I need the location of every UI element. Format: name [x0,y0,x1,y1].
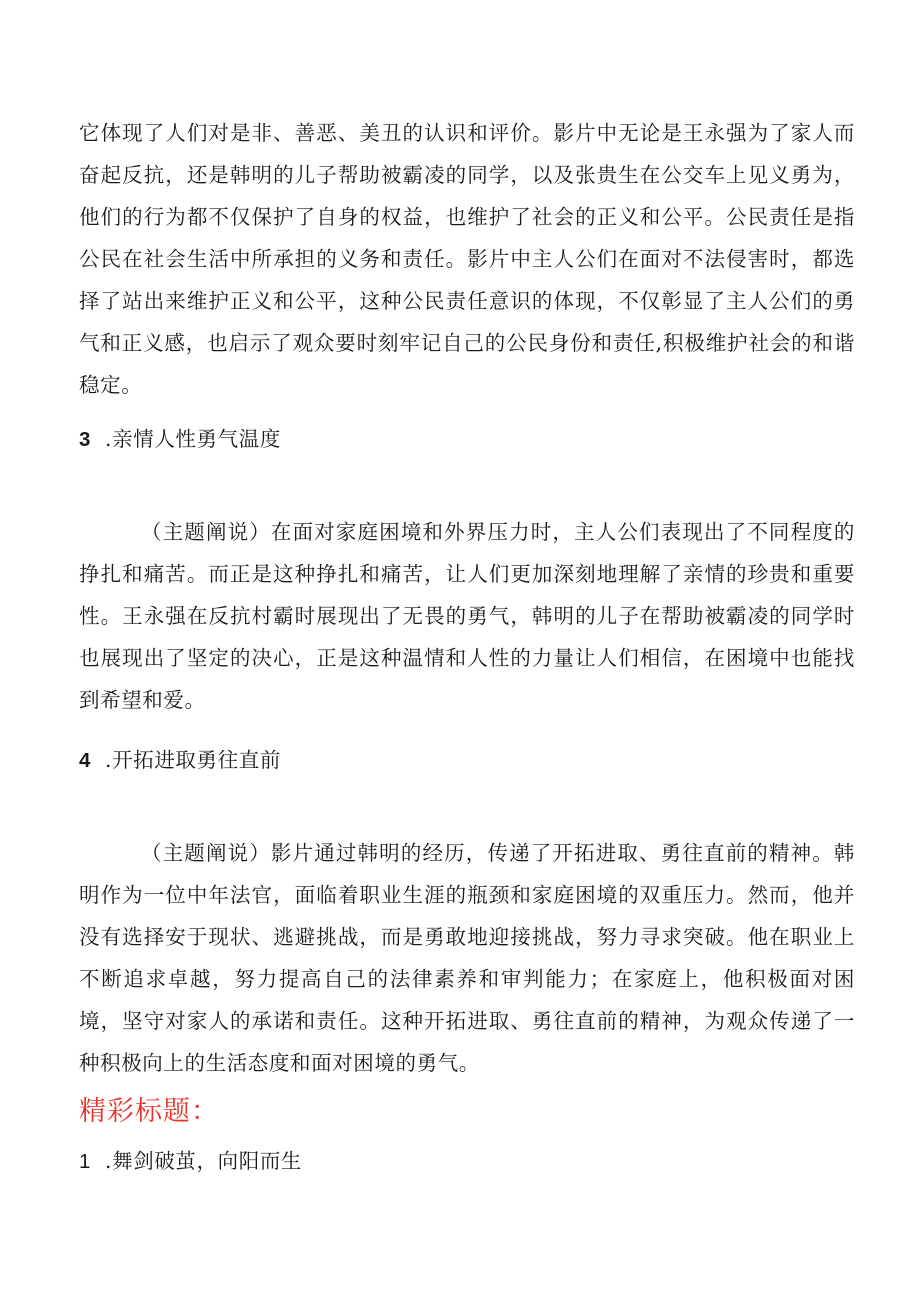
document-page [79,112,855,1177]
section-heading-3 [79,424,855,455]
section-4-paragraph: （主题阐说）影片通过韩明的经历，传递了开拓进取、勇往直前的精神。韩明作为一位中年法官，面临着职业生涯的瓶颈和家庭困境的双重压力。然而，他并没有选择安于现状、逃避挑战，而是勇敢地迎接挑战，努力寻求突破。他在职业上不断追求卓越，努力提高自己的法律素养和审判能力；在家庭上，他积极面对困境，坚守对家人的承诺和责任。这种开拓进取、勇往直前的精神，为观众传递了一种积极向上的生活态度和面对困境的勇气。 [79,841,855,1075]
section-title: .开拓进取勇往直前 [105,748,281,772]
title-list-item [79,1146,855,1177]
section-heading-4 [79,745,855,776]
section-title: .亲情人性勇气温度 [105,427,281,451]
section-3-paragraph: （主题阐说）在面对家庭困境和外界压力时，主人公们表现出了不同程度的挣扎和痛苦。而正是这种挣扎和痛苦，让人们更加深刻地理解了亲情的珍贵和重要性。王永强在反抗村霸时展现出了无畏的勇气，韩明的儿子在帮助被霸凌的同学时也展现出了坚定的决心，正是这种温情和人性的力量让人们相信，在困境中也能找到希望和爱。 [79,520,855,712]
title-item-number: 1 [79,1150,92,1173]
body-paragraph: 它体现了人们对是非、善恶、美丑的认识和评价。影片中无论是王永强为了家人而奋起反抗，还是韩明的儿子帮助被霸凌的同学，以及张贵生在公交车上见义勇为，他们的行为都不仅保护了自身的权益，也维护了社会的正义和公平。公民责任是指公民在社会生活中所承担的义务和责任。影片中主人公们在面对不法侵害时，都选择了站出来维护正义和公平，这种公民责任意识的体现，不仅彰显了主人公们的勇气和正义感，也启示了观众要时刻牢记自己的公民身份和责任,积极维护社会的和谐稳定。 [79,121,855,397]
title-item-text: .舞剑破茧，向阳而生 [105,1149,303,1173]
highlight-title-heading: 精彩标题： [79,1096,219,1127]
section-number: 3 [79,428,92,451]
section-number: 4 [79,749,92,772]
